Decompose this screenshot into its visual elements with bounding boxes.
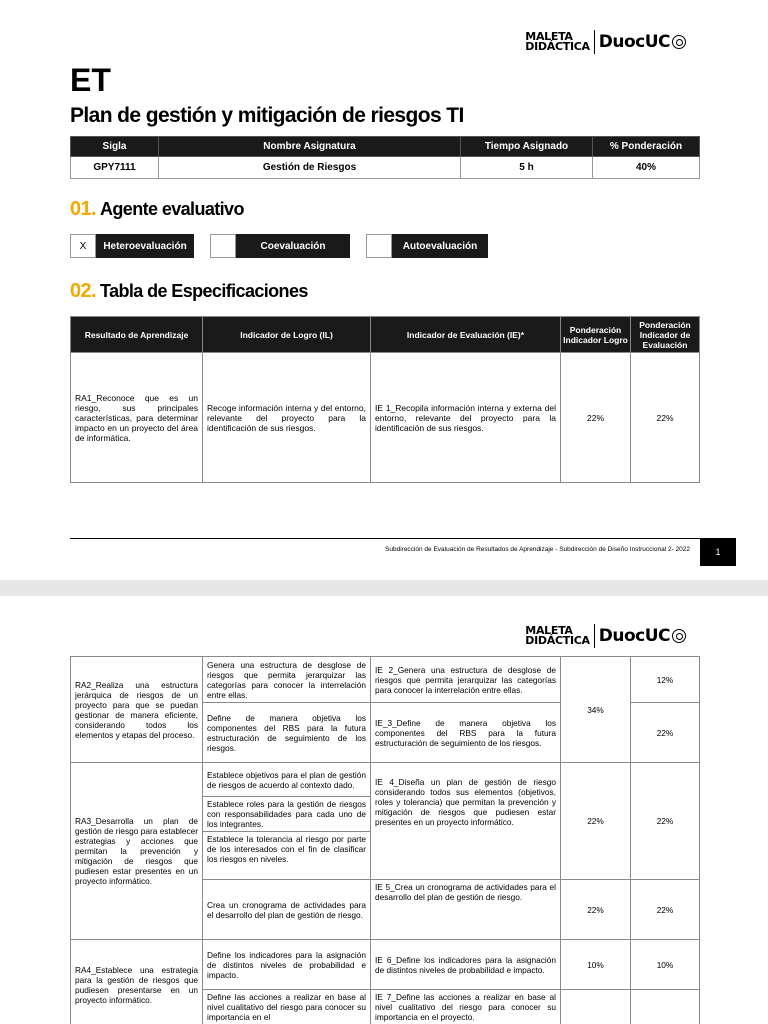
page-gap (0, 580, 768, 596)
indicador-logro: Establece la tolerancia al riesgo por parte de los interesados con el fin de clasificar los riesgos en niveles. (203, 832, 371, 880)
header-indicador-logro: Indicador de Logro (IL) (203, 317, 371, 353)
header-indicador-evaluacion: Indicador de Evaluación (IE)* (371, 317, 561, 353)
header-ponderacion-evaluacion: Ponderación Indicador de Evaluación (631, 317, 700, 353)
seal-icon (672, 35, 686, 49)
duoc-logo (525, 624, 686, 648)
header-ponderacion: % Ponderación (593, 137, 700, 157)
cell-tiempo: 5 h (461, 157, 593, 179)
ponderacion-evaluacion-empty (631, 990, 700, 1024)
ponderacion-logro-empty (561, 990, 631, 1024)
agent-checkbox: X (70, 234, 96, 258)
ponderacion-evaluacion: 12% (631, 657, 700, 703)
logo-divider (594, 30, 595, 54)
agent-label: Coevaluación (236, 234, 350, 258)
agent-options (70, 234, 504, 258)
duocuc-wordmark: DuocUC (598, 32, 670, 52)
section-title: Tabla de Especificaciones (100, 281, 308, 301)
ponderacion-evaluacion: 22% (631, 763, 700, 880)
agent-checkbox (366, 234, 392, 258)
logo-line-1: MALETA (525, 624, 573, 637)
indicador-logro: Define las acciones a realizar en base al nivel cualitativo del riesgo para conocer su importancia en el (203, 990, 371, 1024)
duocuc-wordmark: DuocUC (598, 626, 670, 646)
indicador-logro: Define de manera objetiva los componentes del RBS para la futura estructuración de seguimiento de los riesgos. (203, 703, 371, 763)
ponderacion-logro: 34% (561, 657, 631, 763)
indicador-evaluacion: IE 6_Define los indicadores para la asignación de distintos niveles de probabilidad e impacto. (371, 940, 561, 990)
document-code: ET (70, 62, 111, 98)
header-sigla: Sigla (71, 137, 159, 157)
indicador-logro: Crea un cronograma de actividades para el desarrollo del plan de gestión de riesgo. (203, 880, 371, 940)
section-heading-1 (70, 198, 244, 221)
cell-ponderacion: 40% (593, 157, 700, 179)
indicador-evaluacion: IE 7_Define las acciones a realizar en base al nivel cualitativo del riesgo para conocer su importancia en el proyecto. (371, 990, 561, 1024)
table-row (71, 353, 700, 483)
ponderacion-evaluacion: 22% (631, 353, 700, 483)
ponderacion-evaluacion: 22% (631, 880, 700, 940)
section-title: Agente evaluativo (100, 199, 244, 219)
ponderacion-evaluacion: 10% (631, 940, 700, 990)
indicador-evaluacion: IE 5_Crea un cronograma de actividades para el desarrollo del plan de gestión de riesgo. (371, 880, 561, 940)
resultado-aprendizaje: RA4_Establece una estrategia para la gestión de riesgos que pudiesen presentarse en un proyecto informático. (71, 940, 203, 1024)
resultado-aprendizaje: RA2_Realiza una estructura jerárquica de riesgos de un proyecto para que se puedan gestionar de manera eficiente, considerando todos los elementos y etapas del proceso. (71, 657, 203, 763)
document-page-2 (0, 596, 768, 1024)
ponderacion-logro: 22% (561, 353, 631, 483)
indicador-logro: Define los indicadores para la asignación de distintos niveles de probabilidad e impacto. (203, 940, 371, 990)
header-resultado: Resultado de Aprendizaje (71, 317, 203, 353)
resultado-aprendizaje: RA3_Desarrolla un plan de gestión de riesgo para establecer estrategias y acciones que permitan la prevención y mitigación de riesgos que pudiesen estar presentes en un proyecto informático. (71, 763, 203, 940)
logo-line-1: MALETA (525, 30, 573, 43)
agent-label: Autoevaluación (392, 234, 488, 258)
indicador-logro: Establece roles para la gestión de riesgos con responsabilidades para cada uno de los integrantes. (203, 797, 371, 832)
table-row (71, 657, 700, 703)
indicador-logro: Establece objetivos para el plan de gestión de riesgos de acuerdo al contexto dado. (203, 763, 371, 797)
agent-heteroevaluacion (70, 234, 194, 258)
maleta-didactica-logo (525, 626, 589, 646)
logo-line-2: DIDÁCTICA (525, 40, 590, 53)
cell-asignatura: Gestión de Riesgos (159, 157, 461, 179)
logo-line-2: DIDÁCTICA (525, 634, 590, 647)
section-heading-2 (70, 280, 308, 303)
table-row (71, 940, 700, 990)
maleta-didactica-logo (525, 32, 589, 52)
agent-label: Heteroevaluación (96, 234, 194, 258)
ponderacion-logro: 22% (561, 880, 631, 940)
ponderacion-evaluacion: 22% (631, 703, 700, 763)
indicador-logro: Recoge información interna y del entorno, relevante del proyecto para la identificación de sus riesgos. (203, 353, 371, 483)
course-info-table (70, 136, 700, 179)
agent-autoevaluacion (366, 234, 488, 258)
table-row (71, 763, 700, 797)
header-ponderacion-logro: Ponderación Indicador Logro (561, 317, 631, 353)
ponderacion-logro: 22% (561, 763, 631, 880)
page-number: 1 (700, 538, 736, 566)
section-number: 01. (70, 198, 97, 220)
logo-divider (594, 624, 595, 648)
duoc-logo (525, 30, 686, 54)
indicador-evaluacion: IE 2_Genera una estructura de desglose de riesgos que permita jerarquizar las categorías para conocer la interrelación entre ellas. (371, 657, 561, 703)
cell-sigla: GPY7111 (71, 157, 159, 179)
specification-table (70, 316, 700, 483)
specification-table-continued (70, 656, 700, 1024)
indicador-evaluacion: IE_3_Define de manera objetiva los componentes del RBS para la futura estructuración de seguimiento de los riesgos. (371, 703, 561, 763)
header-tiempo: Tiempo Asignado (461, 137, 593, 157)
header-asignatura: Nombre Asignatura (159, 137, 461, 157)
section-number: 02. (70, 280, 97, 302)
agent-checkbox (210, 234, 236, 258)
resultado-aprendizaje: RA1_Reconoce que es un riesgo, sus principales características, para determinar impacto en un proyecto del área de informática. (71, 353, 203, 483)
seal-icon (672, 629, 686, 643)
ponderacion-logro: 10% (561, 940, 631, 990)
agent-coevaluacion (210, 234, 350, 258)
indicador-evaluacion: IE 1_Recopila información interna y externa del entorno, relevante del proyecto para la identificación de sus riesgos. (371, 353, 561, 483)
footer-text: Subdirección de Evaluación de Resultados de Aprendizaje - Subdirección de Diseño Instruccional 2- 2022 (385, 546, 690, 553)
indicador-logro: Genera una estructura de desglose de riesgos que permita jerarquizar las categorías para conocer la interrelación entre ellas. (203, 657, 371, 703)
indicador-evaluacion: IE 4_Diseña un plan de gestión de riesgo considerando todos sus elementos (objetivos, roles y tolerancia) que permitan la prevención y mitigación de riesgos que pudiesen estar presentes en un proyecto informático. (371, 763, 561, 880)
document-title: Plan de gestión y mitigación de riesgos TI (70, 104, 464, 127)
footer-divider (70, 538, 700, 539)
